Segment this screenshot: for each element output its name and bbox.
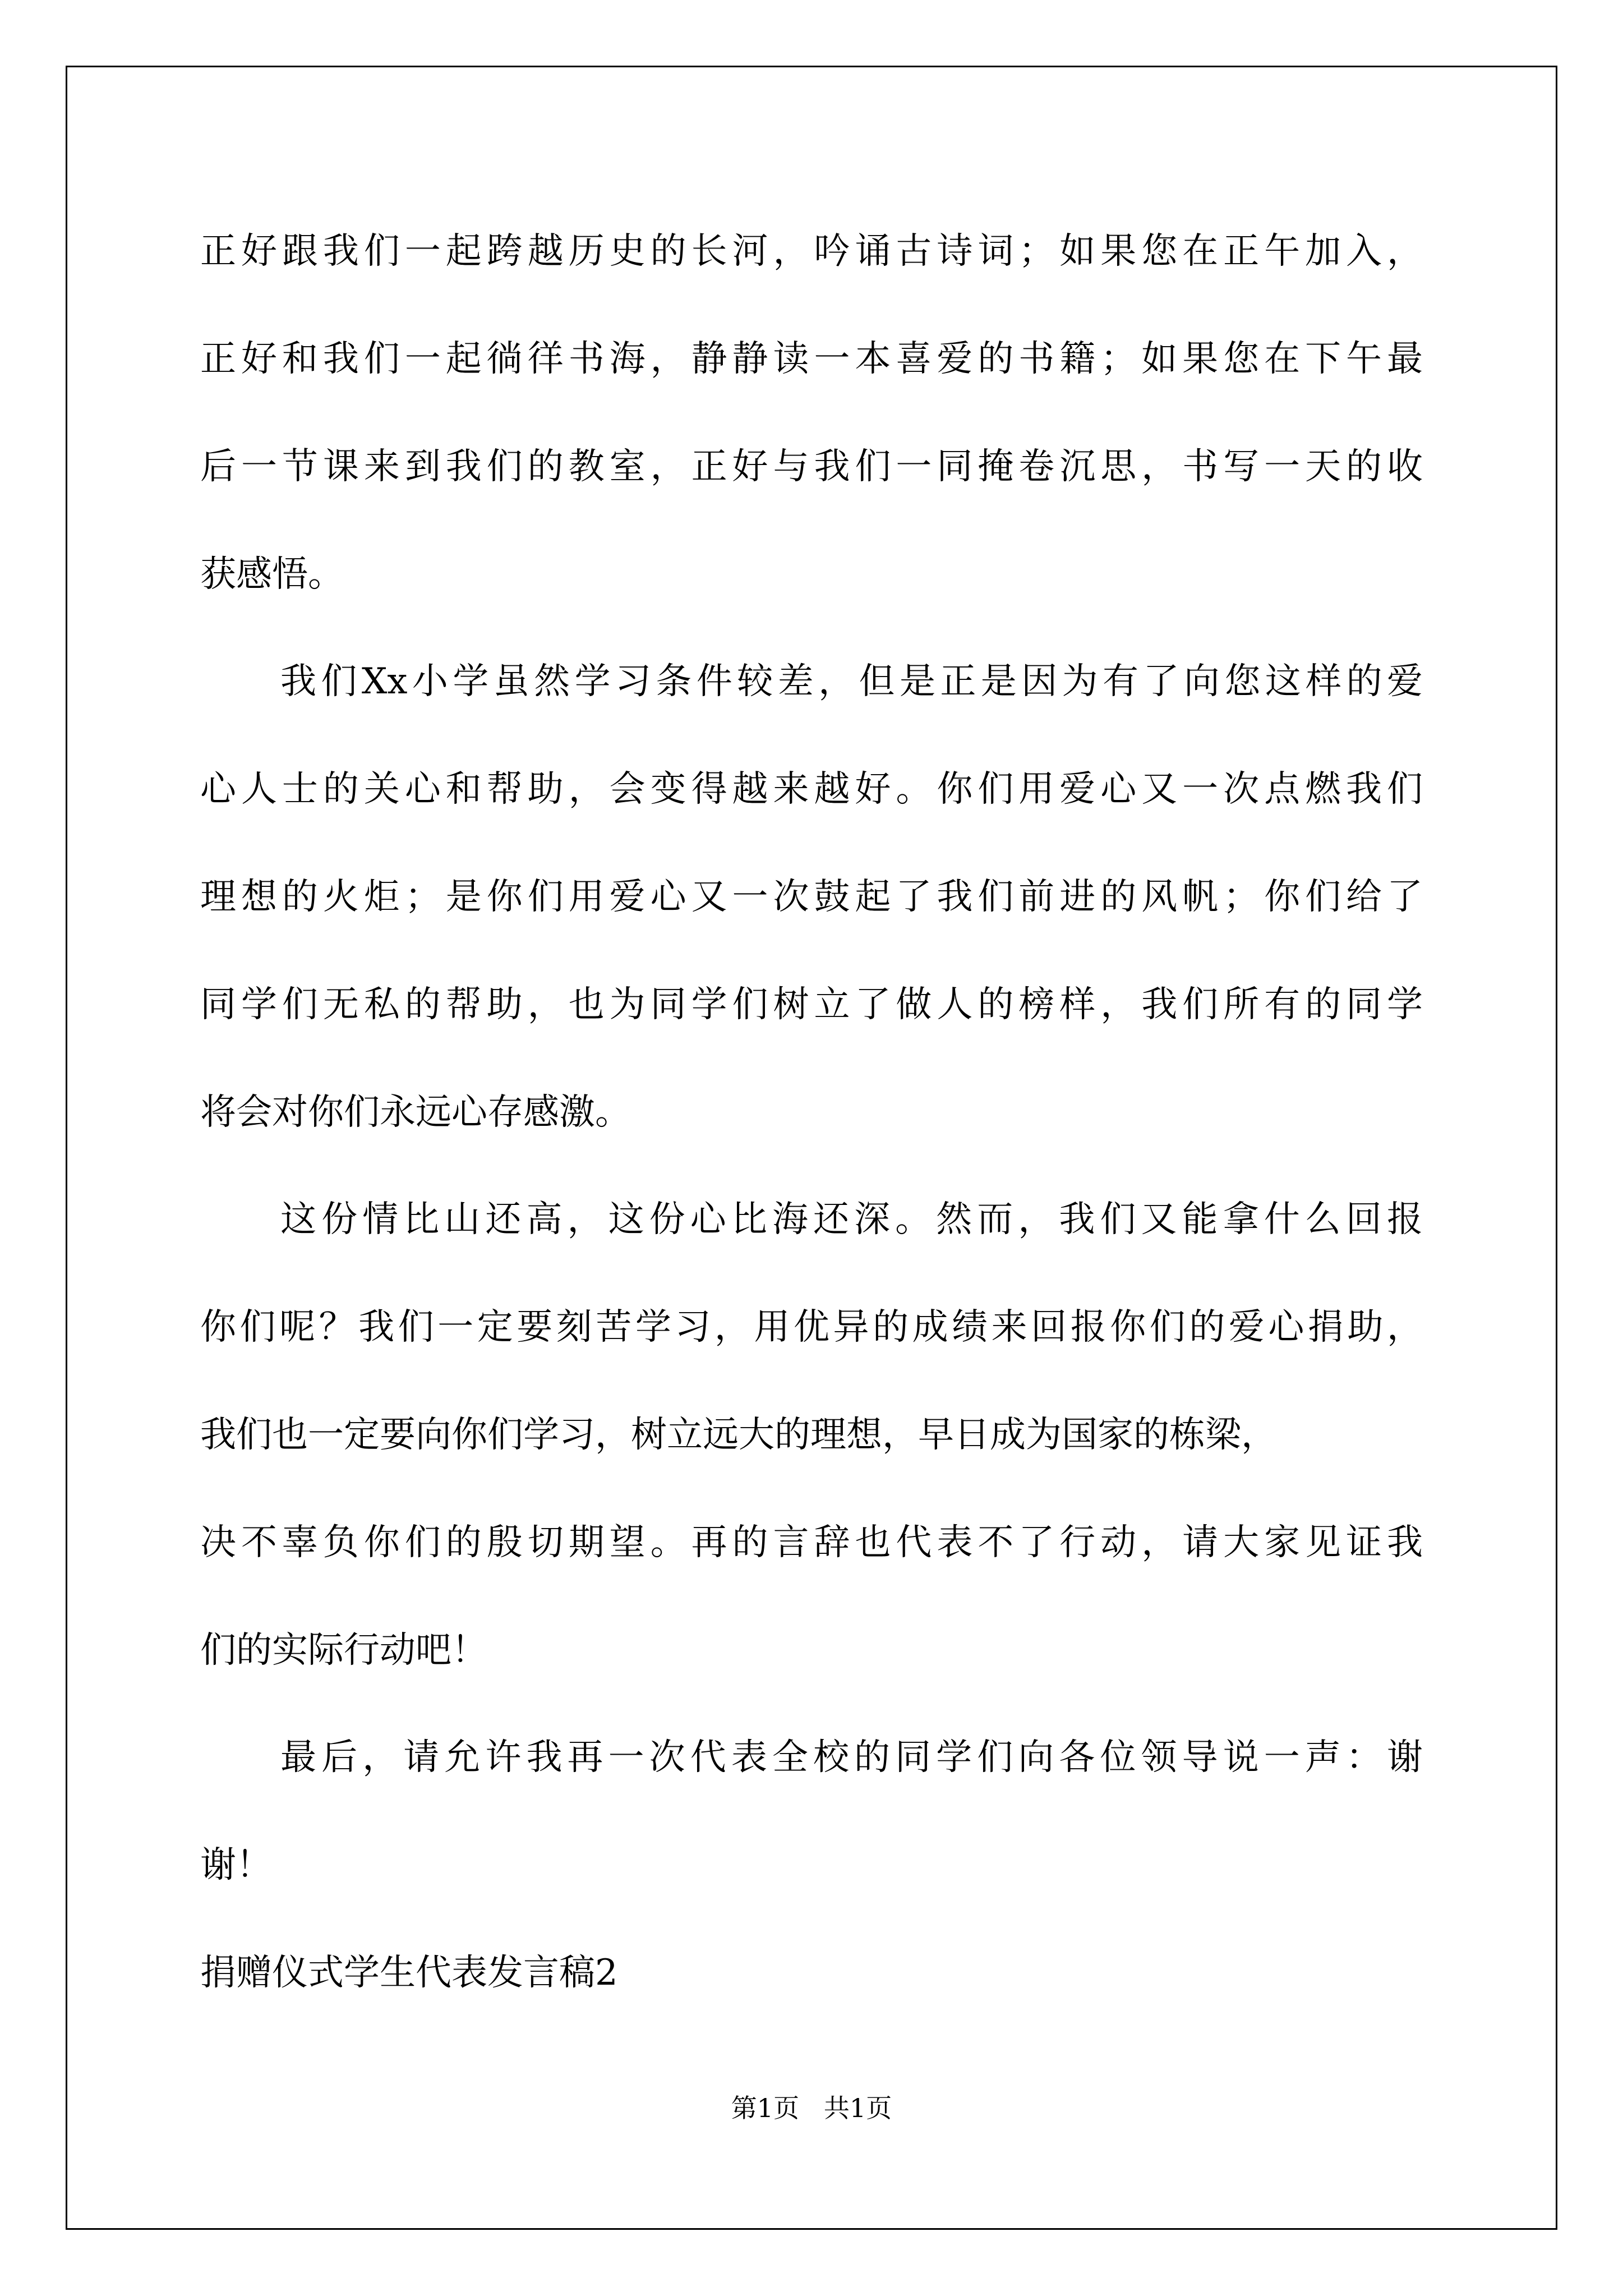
paragraph-3-line-3: 我们也一定要向你们学习，树立远大的理想，早日成为国家的栋梁，	[200, 1414, 1277, 1456]
paragraph-1-line-1: 正好跟我们一起跨越历史的长河，吟诵古诗词；如果您在正午加入，	[200, 231, 1423, 272]
paragraph-2-line-3: 理想的火炬；是你们用爱心又一次鼓起了我们前进的风帆；你们给了	[200, 876, 1423, 918]
paragraph-1-line-4: 获感悟。	[200, 554, 344, 595]
page-border	[66, 66, 1557, 2230]
paragraph-4-line-2: 谢！	[200, 1844, 272, 1886]
paragraph-3-line-5: 们的实际行动吧！	[200, 1630, 487, 1671]
paragraph-1-line-3: 后一节课来到我们的教室，正好与我们一同掩卷沉思，书写一天的收	[200, 446, 1423, 487]
section-heading: 捐赠仪式学生代表发言稿2	[200, 1952, 618, 1994]
paragraph-1-line-2: 正好和我们一起徜徉书海，静静读一本喜爱的书籍；如果您在下午最	[200, 338, 1423, 380]
paragraph-3-line-4: 决不辜负你们的殷切期望。再的言辞也代表不了行动，请大家见证我	[200, 1522, 1423, 1563]
paragraph-4-line-1: 最后，请允许我再一次代表全校的同学们向各位领导说一声：谢	[280, 1737, 1423, 1778]
paragraph-2-line-5: 将会对你们永远心存感激。	[200, 1092, 631, 1133]
paragraph-2-line-4: 同学们无私的帮助，也为同学们树立了做人的榜样，我们所有的同学	[200, 984, 1423, 1025]
paragraph-3-line-1: 这份情比山还高，这份心比海还深。然而，我们又能拿什么回报	[280, 1199, 1423, 1240]
paragraph-2-line-2: 心人士的关心和帮助，会变得越来越好。你们用爱心又一次点燃我们	[200, 769, 1423, 810]
paragraph-3-line-2: 你们呢？我们一定要刻苦学习，用优异的成绩来回报你们的爱心捐助，	[200, 1306, 1423, 1348]
paragraph-2-line-1: 我们Xx小学虽然学习条件较差，但是正是因为有了向您这样的爱	[280, 661, 1423, 702]
page-footer: 第1页 共1页	[731, 2093, 892, 2123]
